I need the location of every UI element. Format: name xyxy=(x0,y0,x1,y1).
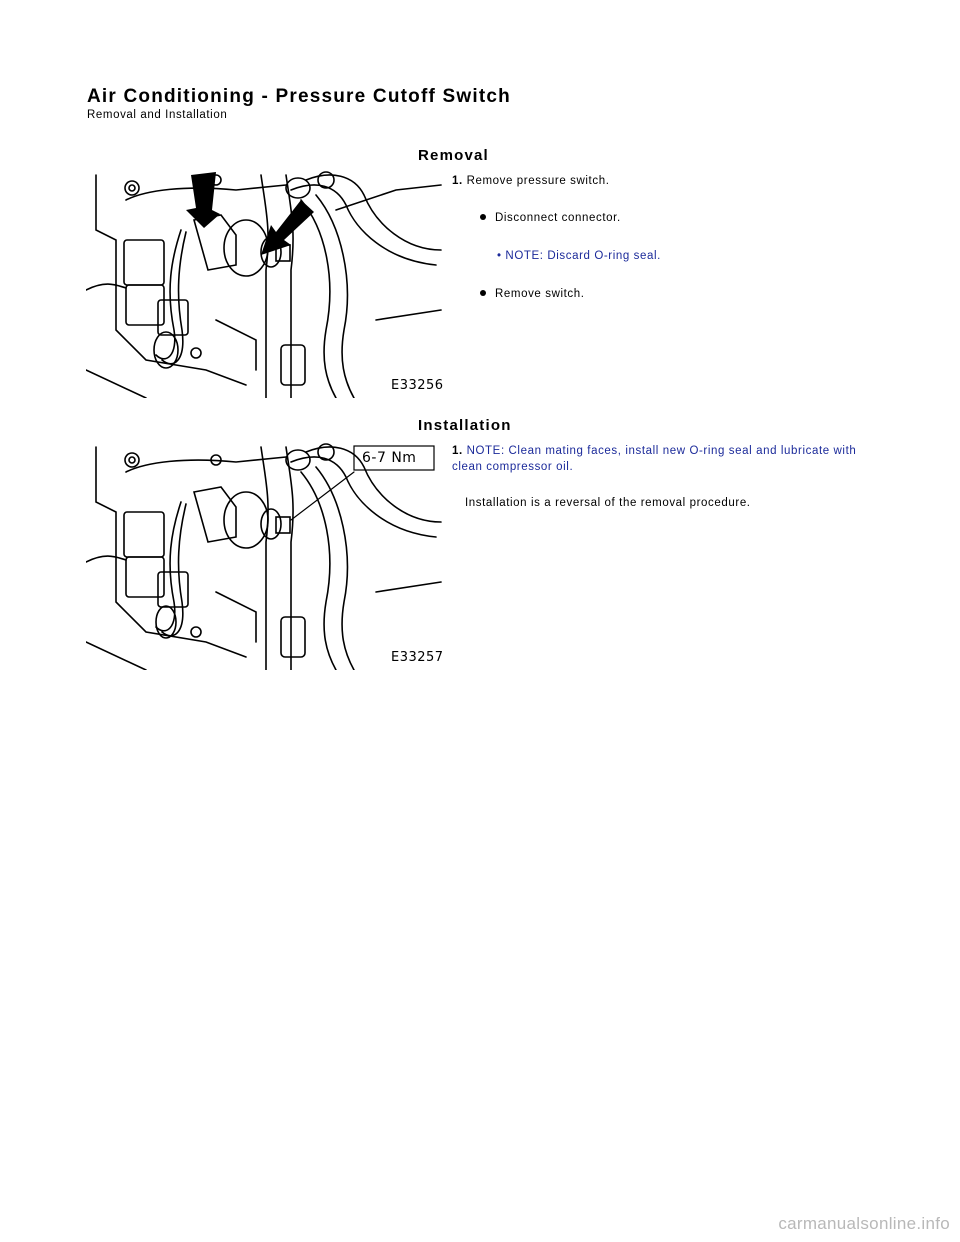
installation-step-note: NOTE: Clean mating faces, install new O-ring seal and lubricate with clean compressor oil. xyxy=(452,445,857,473)
removal-step-1 xyxy=(452,173,610,189)
removal-step-number: 1. xyxy=(452,175,463,187)
installation-figure-id: E33257 xyxy=(391,650,444,665)
removal-substep-disconnect-text: Disconnect connector. xyxy=(495,212,621,224)
page-title: Air Conditioning - Pressure Cutoff Switch xyxy=(87,86,511,107)
watermark: carmanualsonline.info xyxy=(778,1214,950,1233)
torque-label: 6-7 Nm xyxy=(362,450,417,466)
removal-figure-id: E33256 xyxy=(391,378,444,393)
bullet-icon xyxy=(480,214,486,220)
removal-step-text: Remove pressure switch. xyxy=(466,175,610,187)
installation-heading: Installation xyxy=(418,417,512,434)
removal-substep-remove xyxy=(480,286,585,302)
installation-step-number: 1. xyxy=(452,445,463,457)
installation-step-text: Installation is a reversal of the removal procedure. xyxy=(465,497,751,509)
removal-illustration xyxy=(86,170,446,398)
removal-heading: Removal xyxy=(418,147,489,164)
page-subtitle: Removal and Installation xyxy=(87,109,228,121)
installation-step-1 xyxy=(452,443,882,475)
removal-substep-remove-text: Remove switch. xyxy=(495,288,585,300)
removal-note: • NOTE: Discard O-ring seal. xyxy=(497,250,661,262)
removal-substep-disconnect xyxy=(480,210,621,226)
bullet-icon xyxy=(480,290,486,296)
installation-illustration xyxy=(86,442,446,670)
